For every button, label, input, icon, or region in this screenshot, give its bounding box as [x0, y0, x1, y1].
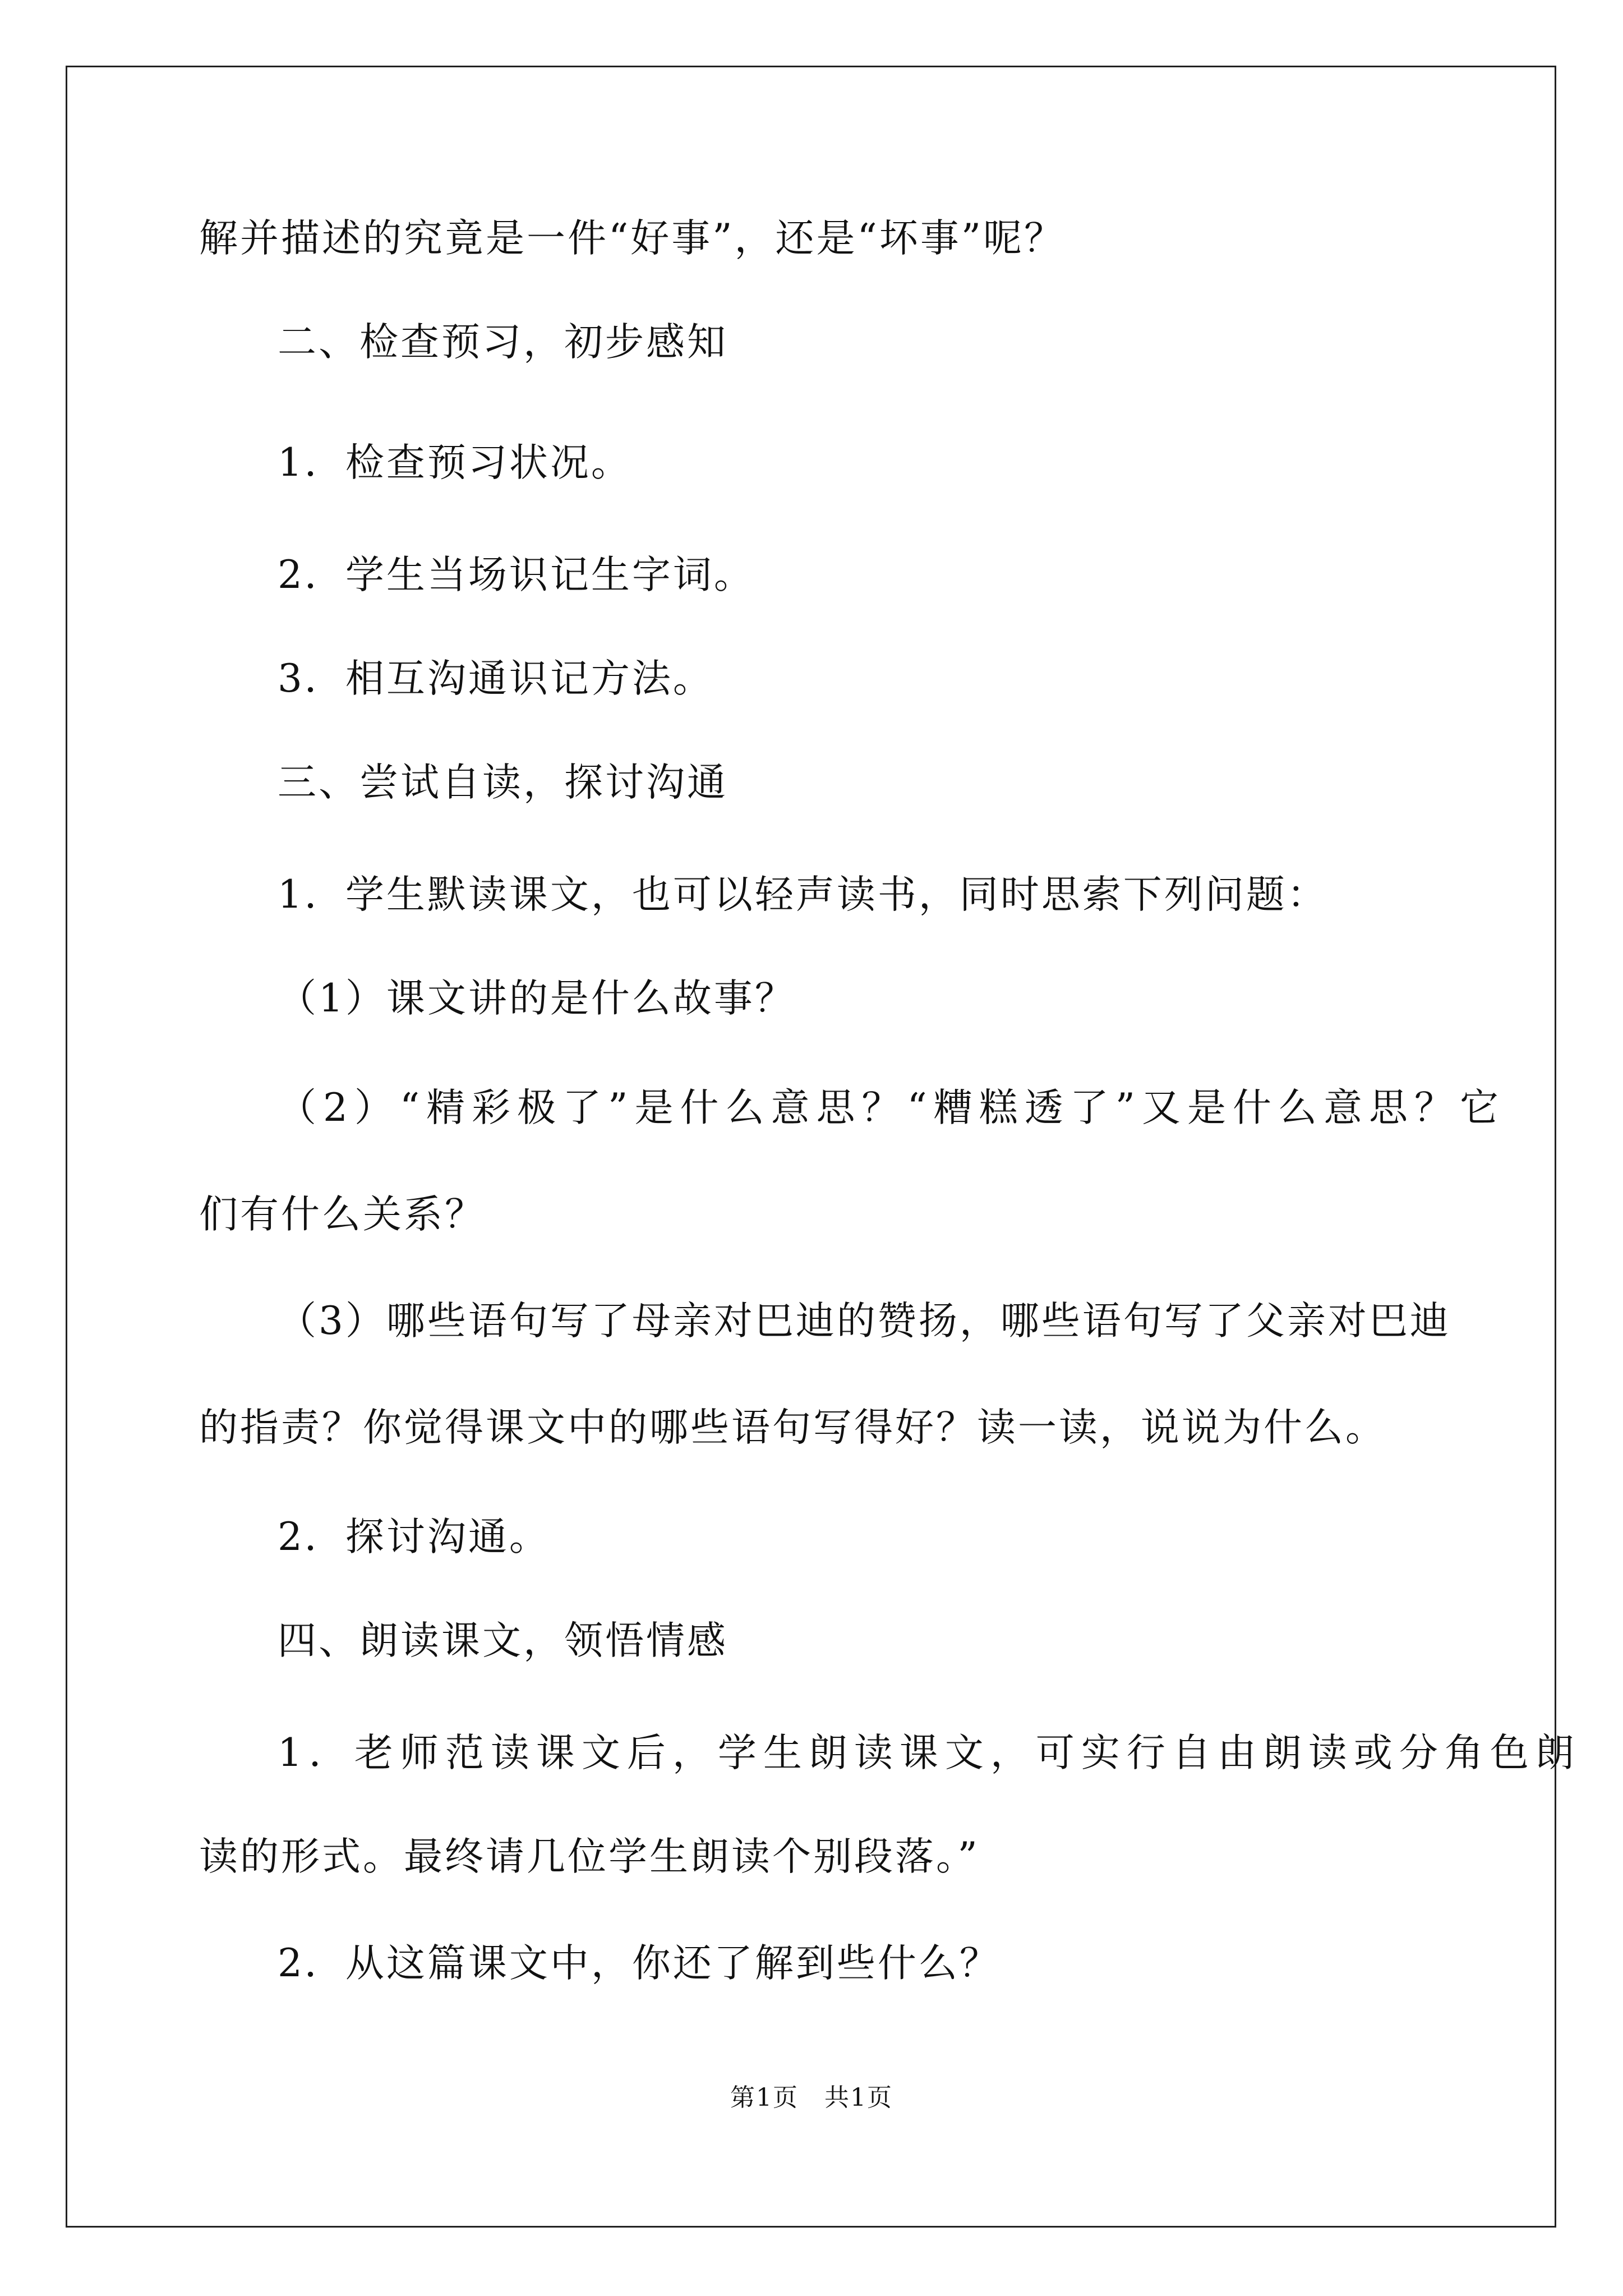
paragraph-line: 解并描述的究竟是一件“好事”，还是“坏事”呢？: [199, 216, 1066, 261]
question-item: （2）“精彩极了”是什么意思？“糟糕透了”又是什么意思？它: [278, 1085, 1505, 1130]
list-item: 2．探讨沟通。: [278, 1515, 550, 1559]
question-item: （1）课文讲的是什么故事？: [278, 976, 796, 1021]
page-number-footer: 第1页 共1页: [730, 2083, 893, 2112]
question-item: （3）哪些语句写了母亲对巴迪的赞扬，哪些语句写了父亲对巴迪: [278, 1299, 1451, 1343]
list-item: 1．检查预习状况。: [278, 440, 632, 485]
list-item: 1．老师范读课文后，学生朗读课文，可实行自由朗读或分角色朗: [278, 1731, 1581, 1775]
section-heading: 二、检查预习，初步感知: [278, 320, 728, 365]
list-item: 2．学生当场识记生字词。: [278, 553, 755, 597]
section-heading: 四、朗读课文，领悟情感: [278, 1618, 728, 1663]
paragraph-line: 们有什么关系？: [199, 1192, 486, 1237]
list-item: 1．学生默读课文，也可以轻声读书，同时思索下列问题：: [278, 872, 1328, 917]
list-item: 2．从这篇课文中，你还了解到些什么？: [278, 1941, 1000, 1986]
section-heading: 三、尝试自读，探讨沟通: [278, 760, 728, 805]
paragraph-line: 读的形式。最终请几位学生朗读个别段落。”: [199, 1834, 980, 1879]
paragraph-line: 的指责？你觉得课文中的哪些语句写得好？读一读，说说为什么。: [199, 1405, 1386, 1450]
list-item: 3．相互沟通识记方法。: [278, 656, 714, 701]
page-border: [66, 66, 1556, 2228]
